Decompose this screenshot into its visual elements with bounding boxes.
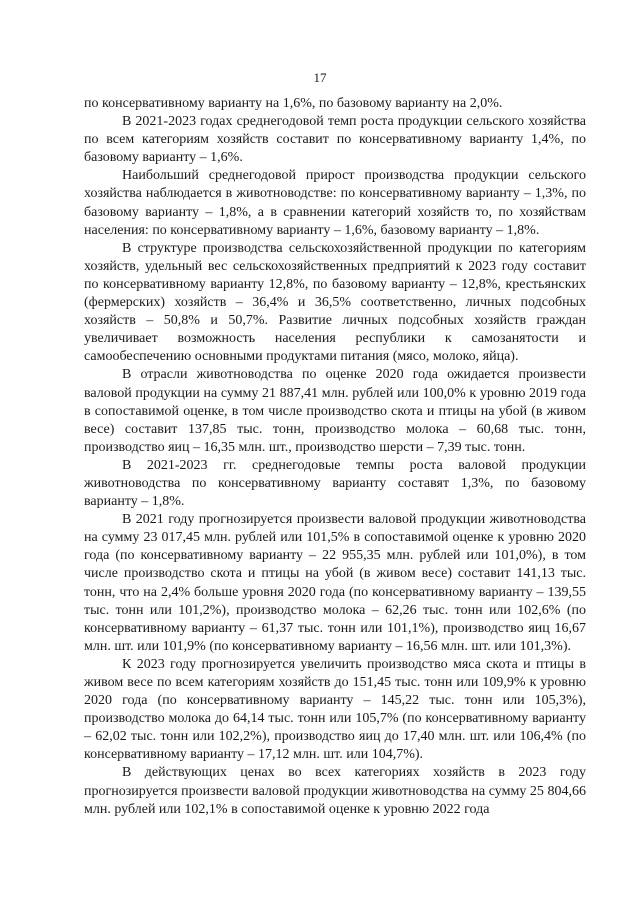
paragraph-3: Наибольший среднегодовой прирост производства продукции сельского хозяйства наблюдается в животноводстве: по консервативному варианту – 1,3%, по базовому варианту – 1,8%, а в сравнении категорий хозяйств то, по хозяйствам населения: по консервативному варианту – 1,6%, базовому варианту – 1,8%.: [84, 168, 586, 238]
paragraph-1: по консервативному варианту на 1,6%, по базовому варианту на 2,0%.: [84, 96, 503, 111]
paragraph-7: В 2021 году прогнозируется произвести валовой продукции животноводства на сумму 23 017,45 млн. рублей или 101,5% в сопоставимой оценке к уровню 2020 года (по консервативному варианту – 22 955,35 млн. рублей или 101,0%), в том числе производство скота и птицы на убой (в живом весе) составит 141,13 тыс. тонн, что на 2,4% больше уровня 2020 года (по консервативному варианту – 139,55 тыс. тонн или 101,2%), производство молока – 62,26 тыс. тонн или 102,6% (по консервативному варианту – 61,37 тыс. тонн или 101,1%), производство яиц 16,67 млн. шт. или 101,9% (по консервативному варианту – 16,56 млн. шт. или 101,3%).: [84, 512, 586, 654]
paragraph-5: В отрасли животноводства по оценке 2020 года ожидается произвести валовой продукции на сумму 21 887,41 млн. рублей или 100,0% к уровню 2019 года в сопоставимой оценке, в том числе производство скота и птицы на убой (в живом весе) составит 137,85 тыс. тонн, производство молока – 60,68 тыс. тонн, производство яиц – 16,35 млн. шт., производство шерсти – 7,39 тыс. тонн.: [84, 367, 586, 455]
document-body: [84, 95, 586, 819]
paragraph-2: В 2021-2023 годах среднегодовой темп роста продукции сельского хозяйства по всем категориям хозяйств составит по консервативному варианту 1,4%, по базовому варианту – 1,6%.: [84, 114, 586, 166]
page-number: 17: [313, 70, 327, 85]
paragraph-8: К 2023 году прогнозируется увеличить производство мяса скота и птицы в живом весе по всем категориям хозяйств до 151,45 тыс. тонн или 109,9% к уровню 2020 года (по консервативному варианту – 145,22 тыс. тонн или 105,3%), производство молока до 64,14 тыс. тонн или 105,7% (по консервативному варианту – 62,02 тыс. тонн или 102,2%), производство яиц до 17,40 млн. шт. или 106,4% (по консервативному варианту – 17,12 млн. шт. или 104,7%).: [84, 656, 586, 763]
paragraph-6: В 2021-2023 гг. среднегодовые темпы роста валовой продукции животноводства по консервативному варианту составят 1,3%, по базовому варианту – 1,8%.: [84, 457, 586, 510]
paragraph-4: В структуре производства сельскохозяйственной продукции по категориям хозяйств, удельный вес сельскохозяйственных предприятий к 2023 году составит по консервативному варианту 12,8%, по базовому варианту – 12,8%, крестьянских (фермерских) хозяйств – 36,4% и 36,5% соответственно, личных подсобных хозяйств – 50,8% и 50,7%. Развитие личных подсобных хозяйств граждан увеличивает возможность населения республики к самозанятости и самообеспечению основными продуктами питания (мясо, молоко, яйца).: [84, 240, 586, 365]
paragraph-9: В действующих ценах во всех категориях хозяйств в 2023 году прогнозируется произвести валовой продукции животноводства на сумму 25 804,66 млн. рублей или 102,1% в сопоставимой оценке к уровню 2022 года: [84, 765, 586, 817]
